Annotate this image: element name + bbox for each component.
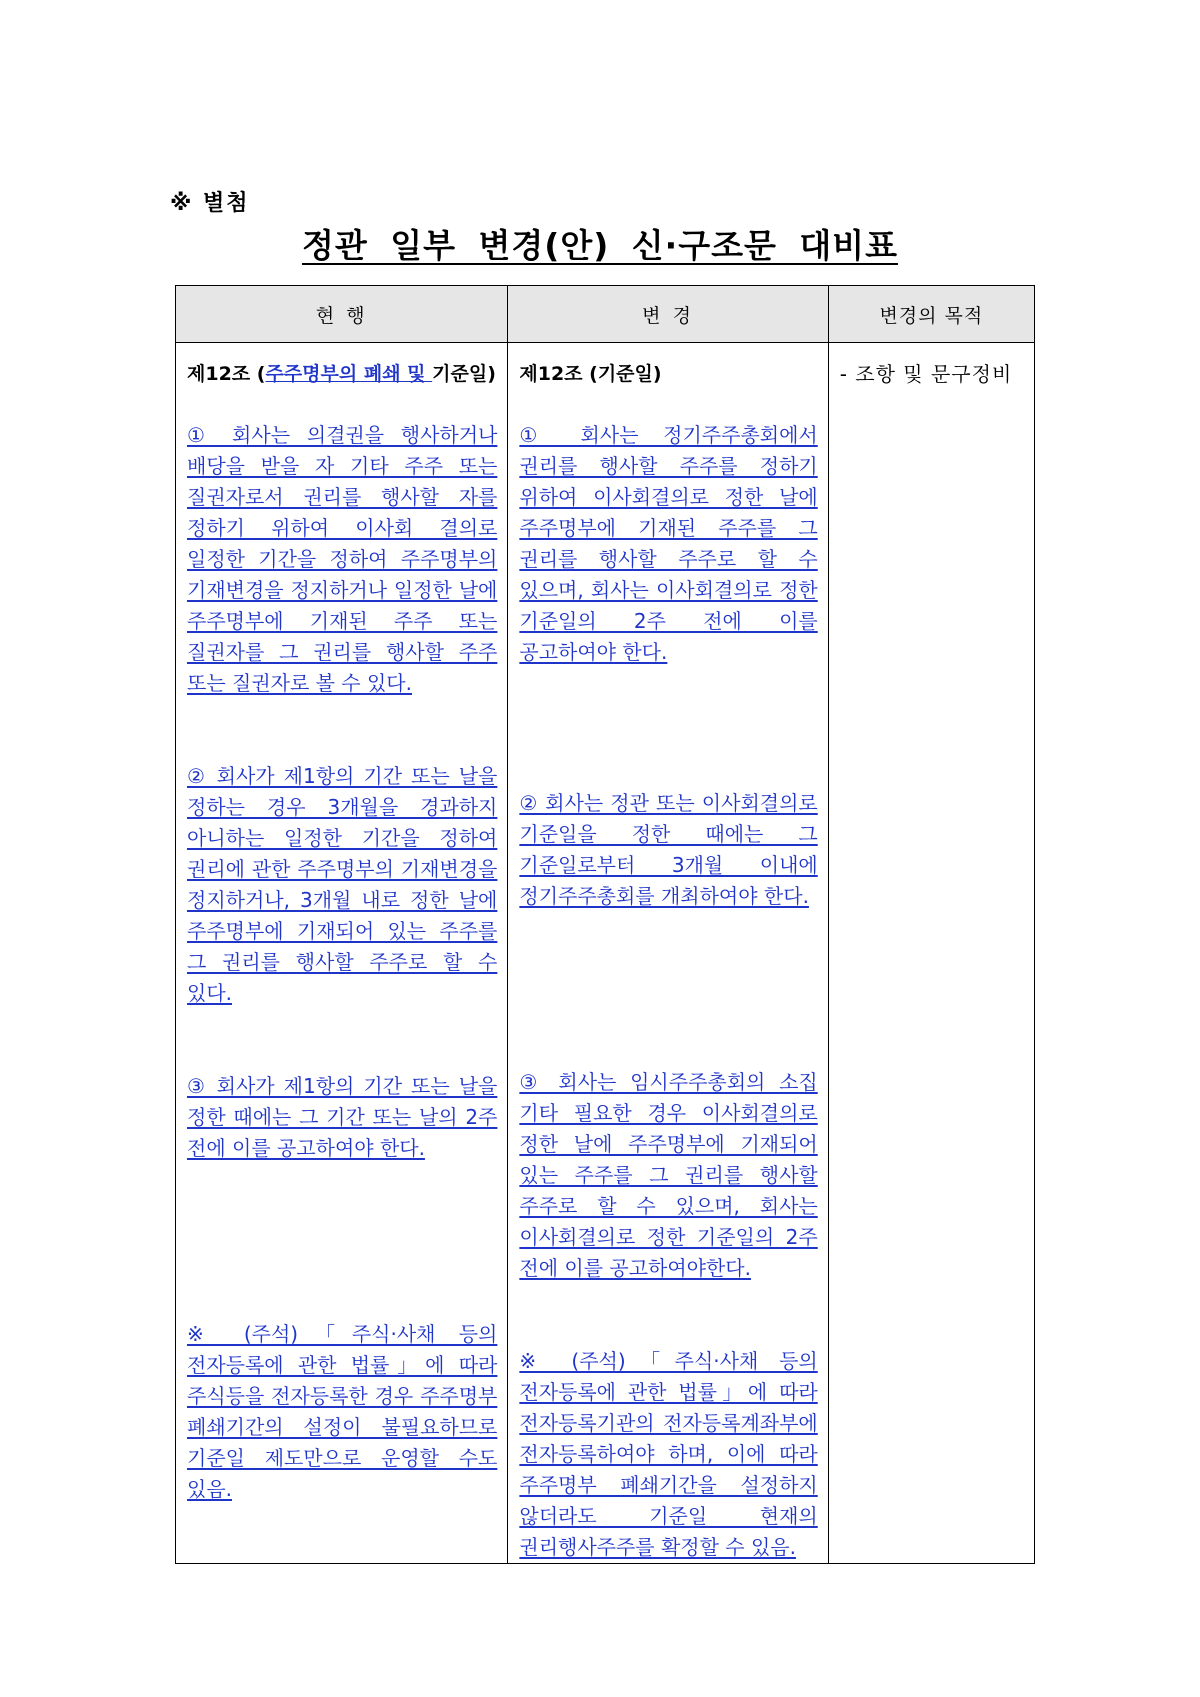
purpose-text: - 조항 및 문구정비 bbox=[839, 362, 1013, 386]
current-article-removed-text: 주주명부의 폐쇄 및 bbox=[265, 363, 433, 385]
document-title-text: 정관 일부 변경(안) 신·구조문 대비표 bbox=[302, 226, 898, 265]
changed-paragraph-2: ② 회사는 정관 또는 이사회결의로 기준일을 정한 때에는 그 기준일로부터 3개월 이내에 정기주주총회를 개최하여야 한다. bbox=[519, 791, 818, 908]
changed-article-title: 제12조 (기준일) bbox=[519, 363, 662, 385]
header-current: 현 행 bbox=[176, 286, 508, 343]
changed-paragraph-3: ③ 회사는 임시주주총회의 소집 기타 필요한 경우 이사회결의로 정한 날에 주주명부에 기재되어 있는 주주를 그 권리를 행사할 주주로 할 수 있으며, 회사는 이사회결의로 정한 기준일의 2주 전에 이를 공고하여야한다. bbox=[519, 1070, 818, 1280]
current-column bbox=[176, 343, 508, 1564]
changed-column bbox=[508, 343, 828, 1564]
table-body-row bbox=[176, 343, 1035, 1564]
current-paragraph-2: ② 회사가 제1항의 기간 또는 날을 정하는 경우 3개월을 경과하지 아니하는 일정한 기간을 정하여 권리에 관한 주주명부의 기재변경을 정지하거나, 3개월 내로 정한 날에 주주명부에 기재되어 있는 주주를 그 권리를 행사할 주주로 할 수 있다. bbox=[187, 764, 498, 1005]
header-changed: 변 경 bbox=[508, 286, 828, 343]
changed-note: ※ (주석)「주식·사채 등의 전자등록에 관한 법률」에 따라 전자등록기관의 전자등록계좌부에 전자등록하여야 하며, 이에 따라 주주명부 폐쇄기간을 설정하지 않더라도 기준일 현재의 권리행사주주를 확정할 수 있음. bbox=[519, 1349, 818, 1559]
current-article-title bbox=[187, 359, 497, 390]
current-paragraph-1: ① 회사는 의결권을 행사하거나 배당을 받을 자 기타 주주 또는 질권자로서 권리를 행사할 자를 정하기 위하여 이사회 결의로 일정한 기간을 정하여 주주명부의 기재변경을 정지하거나 일정한 날에 주주명부에 기재된 주주 또는 질권자를 그 권리를 행사할 주주 또는 질권자로 볼 수 있다. bbox=[187, 423, 498, 695]
purpose-column bbox=[828, 343, 1034, 1564]
current-note: ※ (주석)「주식·사채 등의 전자등록에 관한 법률」에 따라 주식등을 전자등록한 경우 주주명부 폐쇄기간의 설정이 불필요하므로 기준일 제도만으로 운영할 수도 있음. bbox=[187, 1322, 498, 1501]
current-paragraph-3: ③ 회사가 제1항의 기간 또는 날을 정한 때에는 그 기간 또는 날의 2주 전에 이를 공고하여야 한다. bbox=[187, 1074, 498, 1160]
header-purpose: 변경의 목적 bbox=[828, 286, 1034, 343]
attachment-label: ※ 별첨 bbox=[170, 191, 250, 216]
current-article-prefix: 제12조 ( bbox=[187, 363, 266, 385]
changed-paragraph-1: ① 회사는 정기주주총회에서 권리를 행사할 주주를 정하기 위하여 이사회결의로 정한 날에 주주명부에 기재된 주주를 그 권리를 행사할 주주로 할 수 있으며, 회사는 이사회결의로 정한 기준일의 2주 전에 이를 공고하여야 한다. bbox=[519, 423, 818, 664]
comparison-table bbox=[175, 285, 1035, 1564]
document-title bbox=[0, 220, 1200, 267]
table-header-row bbox=[176, 286, 1035, 343]
current-article-suffix: 기준일) bbox=[432, 363, 496, 385]
